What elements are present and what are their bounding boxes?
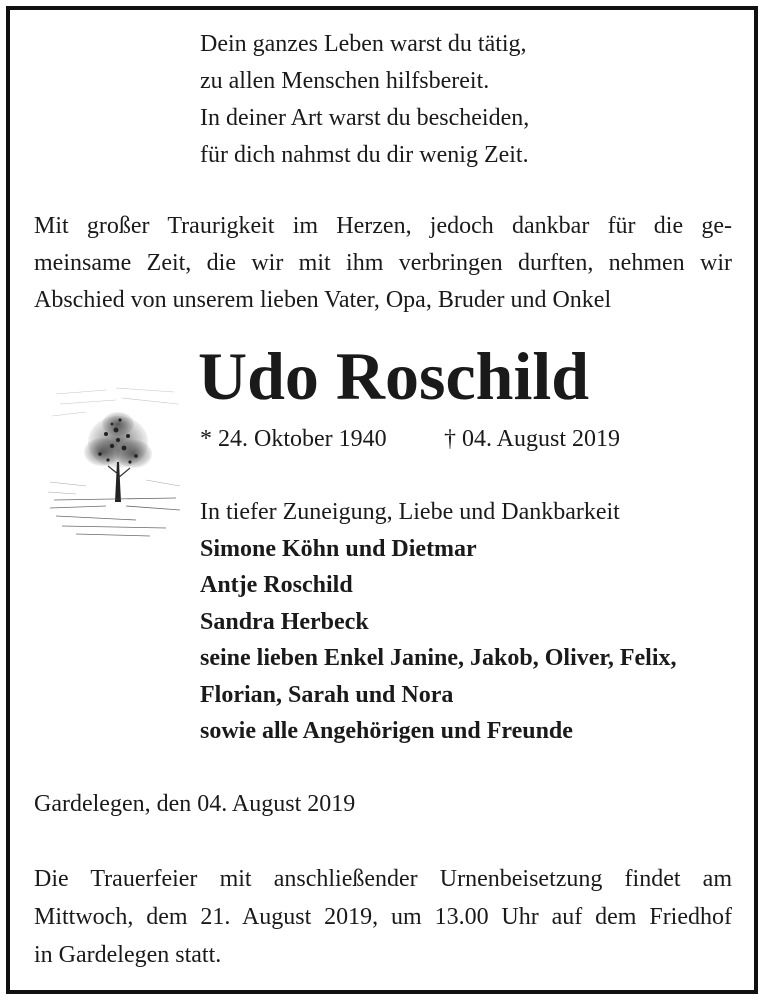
ceremony-line: Die Trauerfeier mit anschließender Urnenbeisetzung findet am: [34, 866, 732, 892]
mourner-line: Antje Roschild: [200, 572, 353, 598]
mourner-line: Simone Köhn und Dietmar: [200, 535, 477, 562]
ceremony-line: Mittwoch, dem 21. August 2019, um 13.00 Uhr auf dem Friedhof: [34, 904, 732, 930]
poem: [200, 26, 529, 174]
intro-text: [34, 208, 732, 319]
tree-landscape-icon: [46, 382, 184, 542]
place-date: Gardelegen, den 04. August 2019: [34, 791, 356, 817]
intro-line: meinsame Zeit, die wir mit ihm verbringen durften, nehmen wir: [34, 250, 732, 276]
poem-line: für dich nahmst du dir wenig Zeit.: [200, 142, 529, 168]
mourners-intro: In tiefer Zuneigung, Liebe und Dankbarkeit: [200, 499, 620, 525]
mourners-block: [200, 494, 676, 750]
poem-line: Dein ganzes Leben warst du tätig,: [200, 31, 527, 57]
intro-line: Mit großer Traurigkeit im Herzen, jedoch dankbar für die ge-: [34, 213, 732, 239]
mourner-line: Sandra Herbeck: [200, 608, 369, 635]
poem-line: zu allen Menschen hilfsbereit.: [200, 68, 490, 94]
birth-date: * 24. Oktober 1940: [200, 426, 387, 452]
intro-line: Abschied von unserem lieben Vater, Opa, Bruder und Onkel: [34, 287, 612, 313]
mourner-line: Florian, Sarah und Nora: [200, 681, 454, 708]
death-date: † 04. August 2019: [444, 426, 621, 452]
poem-line: In deiner Art warst du bescheiden,: [200, 105, 530, 131]
mourner-line: sowie alle Angehörigen und Freunde: [200, 718, 573, 744]
ceremony-line: in Gardelegen statt.: [34, 942, 222, 968]
deceased-name: Udo Roschild: [198, 338, 590, 414]
mourner-line: seine lieben Enkel Janine, Jakob, Oliver, Felix,: [200, 645, 677, 671]
ceremony-text: [34, 860, 732, 974]
